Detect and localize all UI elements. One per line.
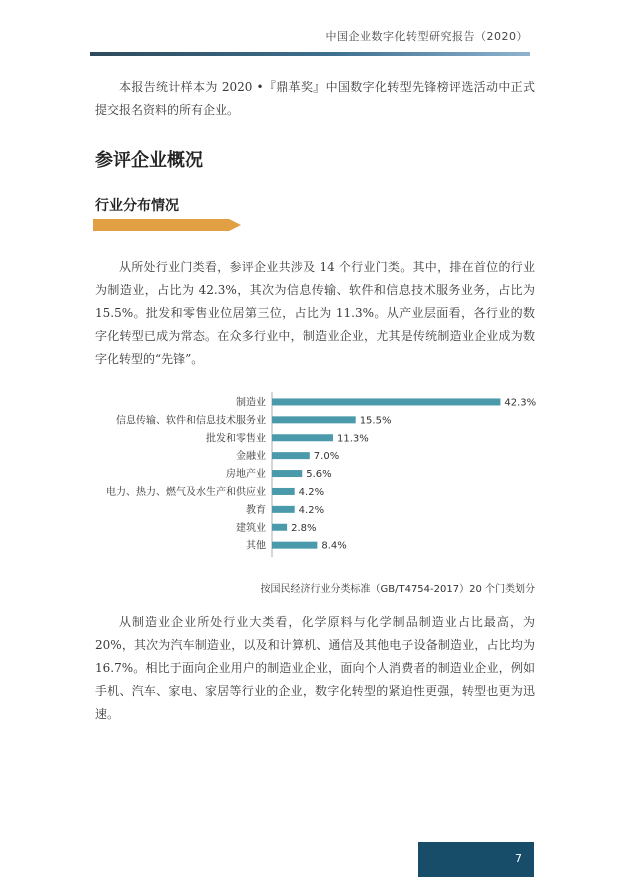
header-rule [90,52,530,56]
industry-distribution-chart [0,390,620,565]
chart-value-label: 8.4% [321,540,347,552]
chart-category-label: 教育 [246,504,266,516]
chart-bar [272,434,333,441]
chart-value-label: 4.2% [298,504,325,516]
industry-paragraph: 从所处行业门类看，参评企业共涉及 14 个行业门类。其中，排在首位的行业为制造业，占比为 42.3%，其次为信息传输、软件和信息技术服务业务，占比为 15.5%。批发和零售业位居第三位，占比为 11.3%。从产业层面看，各行业的数字化转型已成为常态。在众多行业中，制造业企业，尤其是传统制造业企业成为数字化转型的“先锋”。 [95,260,535,366]
intro-paragraph: 本报告统计样本为 2020 •『鼎革奖』中国数字化转型先锋榜评选活动中正式提交报名资料的所有企业。 [95,80,535,117]
chart-bar [272,506,295,513]
chart-value-label: 7.0% [313,451,340,463]
chart-bar [272,470,302,477]
chart-source-note: 按国民经济行业分类标准（GB/T4754-2017）20 个门类划分 [260,584,535,595]
chart-bar [272,452,310,459]
chart-bar [272,416,356,423]
chart-bar [272,488,295,495]
chart-category-label: 建筑业 [236,522,266,534]
subsection-title: 行业分布情况 [95,198,179,214]
chart-value-label: 15.5% [359,415,392,427]
chart-value-label: 42.3% [504,397,537,409]
chart-category-label: 房地产业 [226,469,266,481]
chart-category-label: 其他 [246,540,266,552]
chart-bar [272,398,500,405]
chart-value-label: 4.2% [298,486,325,498]
chart-value-label: 5.6% [306,469,332,481]
page-number-box [418,842,534,877]
chart-bar [272,524,287,531]
chart-category-label: 制造业 [236,397,266,409]
chart-value-label: 2.8% [291,522,317,534]
chart-bar [272,542,317,549]
chart-category-label: 金融业 [236,451,266,463]
chart-value-label: 11.3% [337,433,369,445]
page-number: 7 [515,852,522,865]
running-header-title: 中国企业数字化转型研究报告（2020） [325,30,528,43]
chart-category-label: 批发和零售业 [206,433,266,445]
subsection-accent-bar [93,219,241,231]
section-title: 参评企业概况 [95,150,203,171]
manufacturing-paragraph: 从制造业企业所处行业大类看，化学原料与化学制品制造业占比最高，为 20%，其次为汽车制造业，以及和计算机、通信及其他电子设备制造业，占比均为 16.7%。相比于面向企业用户的制造业企业，面向个人消费者的制造业企业，例如手机、汽车、家电、家居等行业的企业，数字化转型的紧迫性更强，转型也更为迅速。 [95,615,535,721]
chart-category-label: 信息传输、软件和信息技术服务业 [116,415,266,427]
chart-category-label: 电力、热力、燃气及水生产和供应业 [106,486,266,498]
